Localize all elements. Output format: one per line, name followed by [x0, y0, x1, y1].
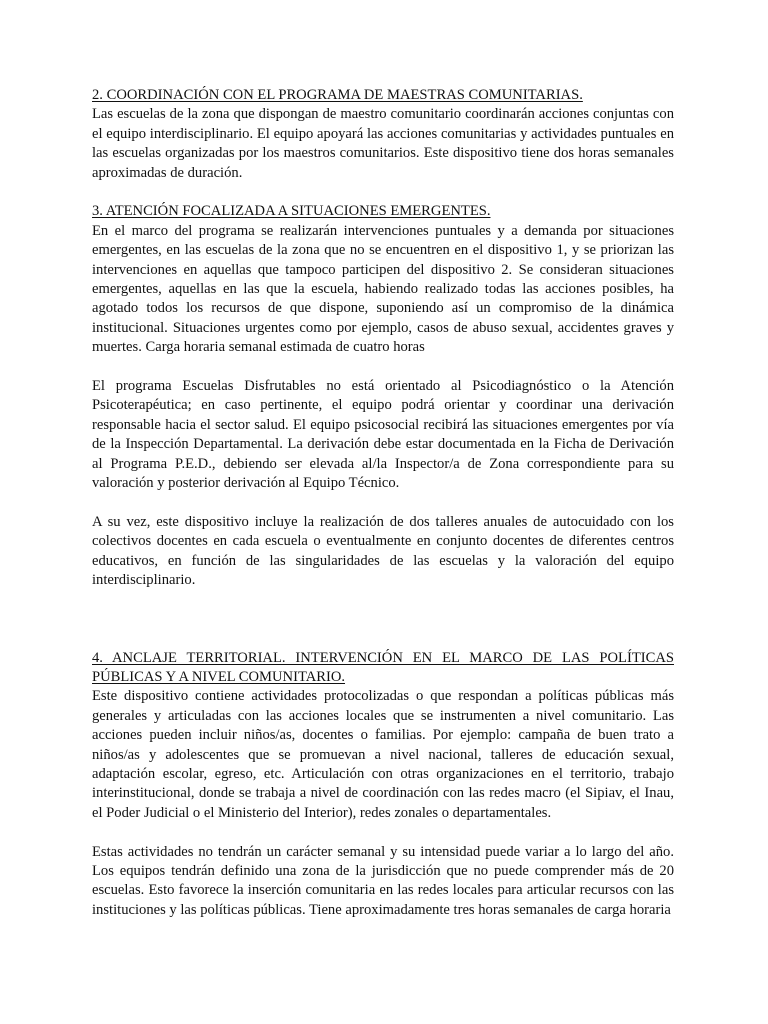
spacer — [92, 183, 674, 202]
spacer — [92, 591, 674, 649]
section-2-body: Las escuelas de la zona que dispongan de maestro comunitario coordinarán acciones conjuntas con el equipo interdisciplinario. El equipo apoyará las acciones comunitarias y actividades puntuales en las escuelas organizadas por los maestros comunitarios. Este dispositivo tiene dos horas semanales aproximadas de duración. — [92, 106, 674, 181]
spacer — [92, 358, 674, 377]
section-4-heading: 4. ANCLAJE TERRITORIAL. INTERVENCIÓN EN EL MARCO DE LAS POLÍTICAS PÚBLICAS Y A NIVEL COMUNITARIO. — [92, 649, 674, 685]
section-4-paragraph-2: Estas actividades no tendrán un carácter semanal y su intensidad puede variar a lo largo del año. Los equipos tendrán definido una zona de la jurisdicción que no puede comprender más de 20 escuelas. Esto favorece la inserción comunitaria en las redes locales para articular recursos con las instituciones y las políticas públicas. Tiene aproximadamente tres horas semanales de carga horaria — [92, 843, 674, 918]
section-2-heading: 2. COORDINACIÓN CON EL PROGRAMA DE MAESTRAS COMUNITARIAS. — [92, 87, 583, 103]
section-3-body: En el marco del programa se realizarán intervenciones puntuales y a demanda por situaciones emergentes, en las escuelas de la zona que no se encuentren en el dispositivo 1, y se priorizan las intervenciones en aquellas que tampoco participen del dispositivo 2. Se consideran situaciones emergentes, aquellas en las que la escuela, habiendo realizado todas las acciones posibles, ha agotado todos los recursos de que dispone, suponiendo así un compromiso de la dinámica institucional. Situaciones urgentes como por ejemplo, casos de abuso sexual, accidentes graves y muertes. Carga horaria semanal estimada de cuatro horas — [92, 222, 674, 356]
section-3-heading: 3. ATENCIÓN FOCALIZADA A SITUACIONES EMERGENTES. — [92, 203, 491, 220]
document-page — [92, 86, 674, 920]
section-3-paragraph-2: El programa Escuelas Disfrutables no está orientado al Psicodiagnóstico o la Atención Psicoterapéutica; en caso pertinente, el equipo podrá orientar y coordinar una derivación responsable hacia el sector salud. El equipo psicosocial recibirá las situaciones emergentes por vía de la Inspección Departamental. La derivación debe estar documentada en la Ficha de Derivación al Programa P.E.D., debiendo ser elevada al/la Inspector/a de Zona correspondiente para su valoración y posterior derivación al Equipo Técnico. — [92, 378, 674, 492]
section-3-paragraph-3: A su vez, este dispositivo incluye la realización de dos talleres anuales de autocuidado con los colectivos docentes en cada escuela o eventualmente en conjunto docentes de diferentes centros educativos, en función de las singularidades de las escuelas y la valoración del equipo interdisciplinario. — [92, 513, 674, 589]
spacer — [92, 494, 674, 513]
spacer — [92, 823, 674, 842]
section-4-body: Este dispositivo contiene actividades protocolizadas o que respondan a políticas públicas más generales y articuladas con las acciones locales que se instrumenten a nivel comunitario. Las acciones pueden incluir niños/as, docentes o familias. Por ejemplo: campaña de buen trato a niños/as y adolescentes que se promuevan a nivel nacional, talleres de educación sexual, adaptación escolar, egreso, etc. Articulación con otras organizaciones en el territorio, trabajo interinstitucional, donde se trabaja a nivel de coordinación con las redes macro (el Sipiav, el Inau, el Poder Judicial o el Ministerio del Interior), redes zonales o departamentales. — [92, 688, 674, 821]
